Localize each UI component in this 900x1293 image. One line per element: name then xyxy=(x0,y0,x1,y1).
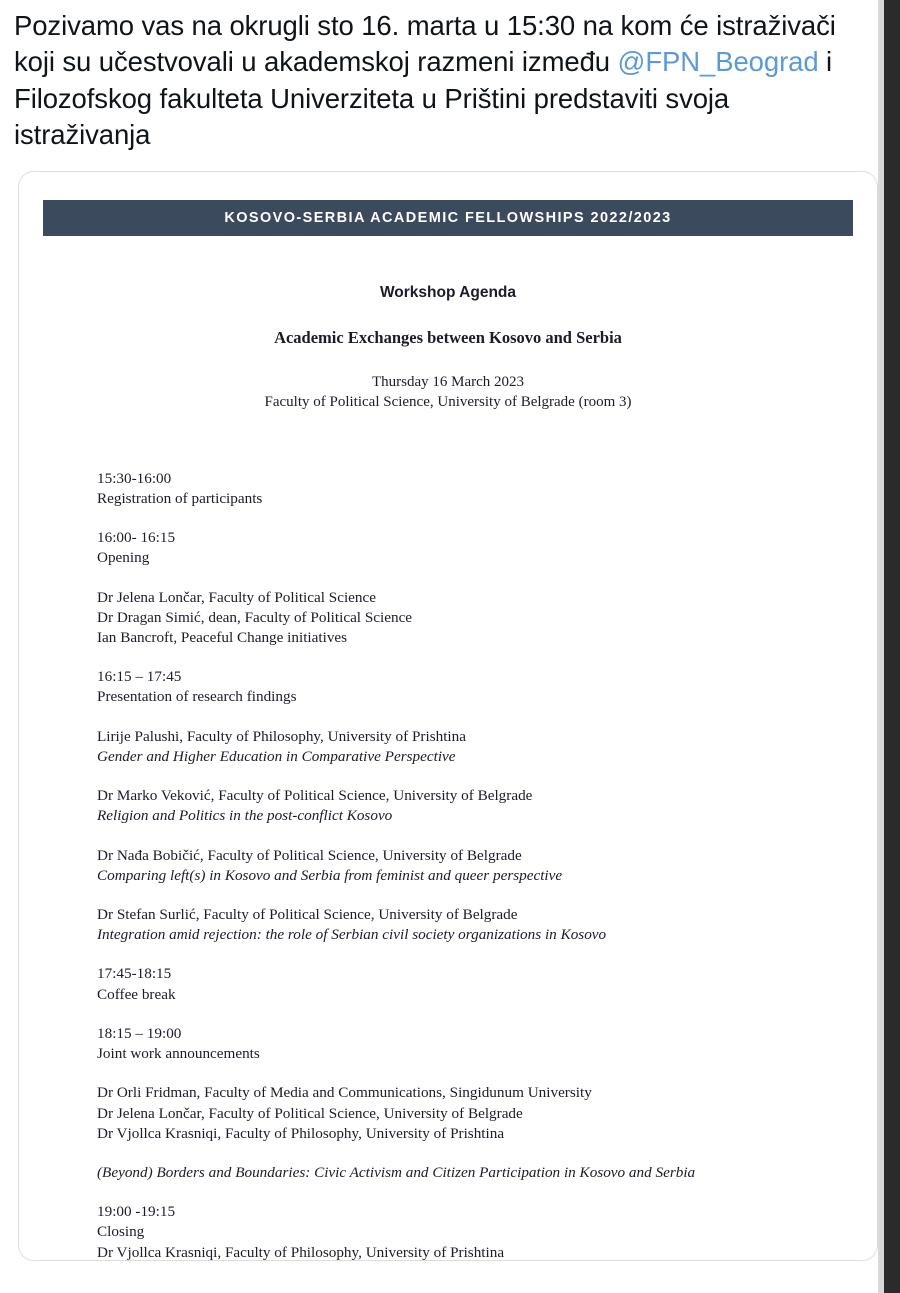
agenda-time: 16:00- 16:15 xyxy=(97,529,176,547)
agenda-line: Dr Nađa Bobičić, Faculty of Political Science, University of Belgrade xyxy=(97,846,522,864)
agenda-line: Joint work announcements xyxy=(97,1045,260,1063)
agenda-time: 18:15 – 19:00 xyxy=(97,1024,182,1042)
agenda-item xyxy=(97,1024,799,1064)
agenda-item xyxy=(97,528,799,568)
document-banner: KOSOVO-SERBIA ACADEMIC FELLOWSHIPS 2022/2023 xyxy=(43,200,853,236)
agenda-item xyxy=(97,1202,799,1261)
agenda-line-title: Gender and Higher Education in Comparative Perspective xyxy=(97,747,456,765)
agenda-line: Dr Marko Veković, Faculty of Political Science, University of Belgrade xyxy=(97,787,533,805)
agenda-item xyxy=(97,786,799,826)
agenda-time: 17:45-18:15 xyxy=(97,965,172,983)
document-datetime xyxy=(97,372,799,413)
agenda-line: Dr Vjollca Krasniqi, Faculty of Philosophy, University of Prishtina xyxy=(97,1124,505,1142)
agenda-line-title: (Beyond) Borders and Boundaries: Civic Activism and Citizen Participation in Kosovo and Serbia xyxy=(97,1163,696,1181)
agenda-time: 19:00 -19:15 xyxy=(97,1203,176,1221)
agenda-line: Dr Jelena Lončar, Faculty of Political Science, University of Belgrade xyxy=(97,1104,523,1122)
agenda-item xyxy=(97,1083,799,1144)
agenda-line: Lirije Palushi, Faculty of Philosophy, University of Prishtina xyxy=(97,727,466,745)
agenda-line: Presentation of research findings xyxy=(97,688,297,706)
attached-image-card[interactable] xyxy=(18,171,878,1261)
agenda-line: Dr Vjollca Krasniqi, Faculty of Philosophy, University of Prishtina xyxy=(97,1243,505,1261)
agenda-line: Coffee break xyxy=(97,985,176,1003)
agenda-line-title: Religion and Politics in the post-conflict Kosovo xyxy=(97,807,393,825)
tweet-text-part-1: Pozivamo vas na okrugli sto 16. marta u 15:30 na kom će istraživači koji su učestvovali u akademskoj razmeni između xyxy=(14,10,836,78)
agenda-item xyxy=(97,905,799,945)
tweet-text xyxy=(0,0,900,153)
agenda-line: Dr Stefan Surlić, Faculty of Political Science, University of Belgrade xyxy=(97,905,518,923)
agenda-time: 15:30-16:00 xyxy=(97,469,172,487)
tweet-text-part-3: i Filozofskog fakulteta Univerziteta u Prištini predstaviti svoja istraživanja xyxy=(14,46,833,150)
agenda-time: 16:15 – 17:45 xyxy=(97,668,182,686)
document-subtitle: Academic Exchanges between Kosovo and Serbia xyxy=(274,328,622,348)
agenda-item xyxy=(97,846,799,886)
mention-link[interactable]: @FPN_Beograd xyxy=(617,46,819,78)
agenda-item xyxy=(97,727,799,767)
agenda-item xyxy=(97,588,799,649)
agenda-item xyxy=(97,469,799,509)
agenda-line: Dr Dragan Simić, dean, Faculty of Political Science xyxy=(97,608,413,626)
document-body xyxy=(19,284,877,1261)
agenda-document xyxy=(19,172,877,1260)
agenda-line: Ian Bancroft, Peaceful Change initiatives xyxy=(97,629,348,646)
agenda-line: Dr Orli Fridman, Faculty of Media and Communications, Singidunum University xyxy=(97,1084,592,1102)
agenda-line: Registration of participants xyxy=(97,489,263,507)
agenda-line: Closing xyxy=(97,1223,145,1241)
agenda-line: Opening xyxy=(97,549,150,567)
document-date: Thursday 16 March 2023 xyxy=(371,374,525,391)
agenda-line-title: Comparing left(s) in Kosovo and Serbia from feminist and queer perspective xyxy=(97,866,563,884)
page-right-border xyxy=(884,0,900,1293)
agenda-line-title: Integration amid rejection: the role of Serbian civil society organizations in Kosovo xyxy=(97,926,607,944)
document-venue: Faculty of Political Science, University of Belgrade (room 3) xyxy=(264,394,632,411)
agenda-item xyxy=(97,1163,799,1183)
agenda-item xyxy=(97,964,799,1004)
agenda-item xyxy=(97,667,799,707)
agenda-line: Dr Jelena Lončar, Faculty of Political Science xyxy=(97,588,376,606)
agenda-list xyxy=(97,469,799,1262)
document-title: Workshop Agenda xyxy=(379,284,517,302)
